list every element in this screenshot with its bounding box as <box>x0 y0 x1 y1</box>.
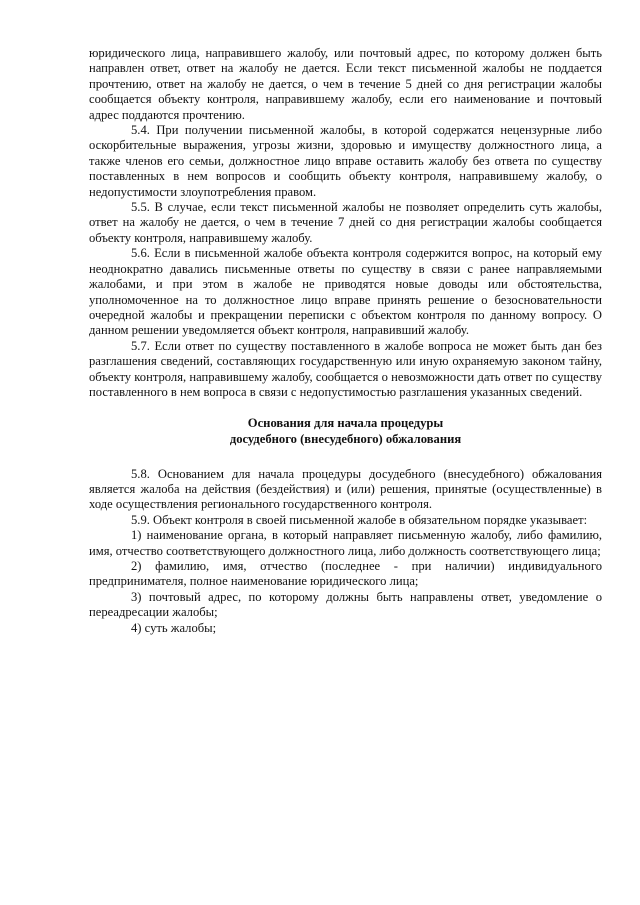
section-heading <box>89 416 602 447</box>
list-item-4: 4) суть жалобы; <box>131 620 217 635</box>
paragraph-5-9: 5.9. Объект контроля в своей письменной жалобе в обязательном порядке указывает: <box>131 512 588 527</box>
paragraph-5-7: 5.7. Если ответ по существу поставленного в жалобе вопроса не может быть дан без разглашения сведений, составляющих государственную или иную охраняемую законом тайну, объекту контроля, направившему жалобу, сообщается о невозможности дать ответ по существу поставленного в нем вопроса в связи с недопустимостью разглашения указанных сведений. <box>89 338 602 399</box>
document-page <box>89 46 602 636</box>
section-heading-line-2: досудебного (внесудебного) обжалования <box>229 431 462 446</box>
list-item-2: 2) фамилию, имя, отчество (последнее - при наличии) индивидуального предпринимателя, полное наименование юридического лица; <box>89 558 602 589</box>
paragraph-continuation: юридического лица, направившего жалобу, или почтовый адрес, по которому должен быть направлен ответ, ответ на жалобу не дается. Если текст письменной жалобы не поддается прочтению, ответ на жалобу не дается, о чем в течение 5 дней со дня регистрации жалобы сообщается объекту контроля, направившему жалобу, если его наименование и почтовый адрес поддаются прочтению. <box>89 46 602 122</box>
section-heading-line-1: Основания для начала процедуры <box>247 416 444 431</box>
spacer <box>89 400 602 416</box>
paragraph-5-6: 5.6. Если в письменной жалобе объекта контроля содержится вопрос, на который ему неоднократно давались письменные ответы по существу в связи с ранее направляемыми жалобами, и при этом в жалобе не приводятся новые доводы или обстоятельства, уполномоченное на то должностное лицо вправе принять решение о безосновательности очередной жалобы и прекращении переписки с объектом контроля по данному вопросу. О данном решении уведомляется объект контроля, направивший жалобу. <box>89 246 602 338</box>
paragraph-5-5: 5.5. В случае, если текст письменной жалобы не позволяет определить суть жалобы, ответ на жалобу не дается, о чем в течение 7 дней со дня регистрации жалобы сообщается объекту контроля, направившему жалобу. <box>89 200 602 245</box>
list-item-1: 1) наименование органа, в который направляет письменную жалобу, либо фамилию, имя, отчество соответствующего должностного лица, либо должность соответствующего лица; <box>89 528 602 558</box>
spacer <box>89 448 602 467</box>
paragraph-5-4: 5.4. При получении письменной жалобы, в которой содержатся нецензурные либо оскорбительные выражения, угрозы жизни, здоровью и имуществу должностного лица, а также членов его семьи, должностное лицо вправе оставить жалобу без ответа по существу поставленных в нем вопросов и сообщить объекту контроля, направившему жалобу, о недопустимости злоупотребления правом. <box>89 123 602 199</box>
list-item-3: 3) почтовый адрес, по которому должны быть направлены ответ, уведомление о переадресации жалобы; <box>89 589 602 620</box>
paragraph-5-8: 5.8. Основанием для начала процедуры досудебного (внесудебного) обжалования является жалоба на действия (бездействия) и (или) решения, принятые (осуществленные) в ходе осуществления регионального государственного контроля. <box>89 466 602 512</box>
